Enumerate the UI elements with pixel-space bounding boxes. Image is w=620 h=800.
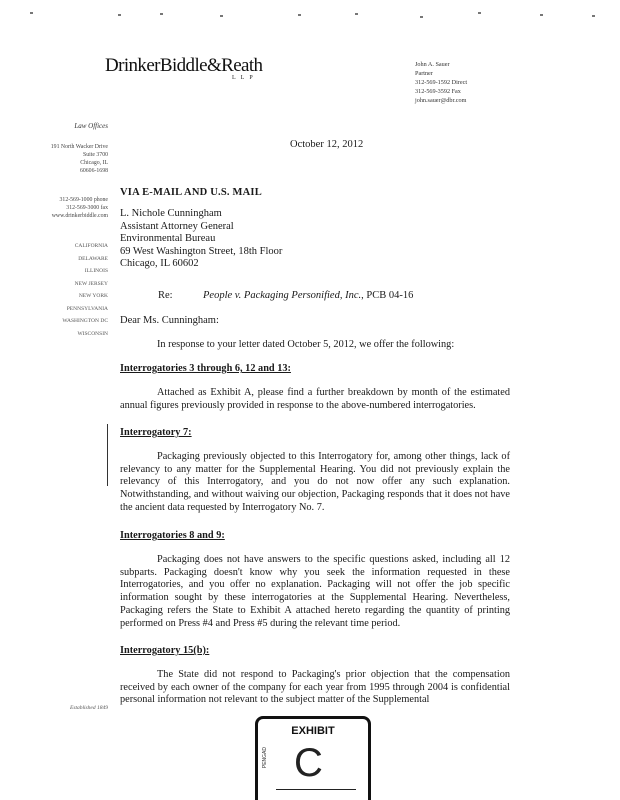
sidebar-address-line: Chicago, IL xyxy=(80,160,108,166)
re-case-number: , PCB 04-16 xyxy=(361,290,414,301)
re-label: Re: xyxy=(158,290,173,301)
section-heading: Interrogatory 7: xyxy=(120,427,192,438)
sidebar-phone xyxy=(20,196,108,220)
sender-name: John A. Sauer xyxy=(415,61,450,68)
exhibit-sticker-brand: PENGAD xyxy=(262,747,268,769)
scan-artifacts xyxy=(0,10,620,18)
exhibit-sticker xyxy=(255,716,371,800)
sidebar-address xyxy=(20,143,108,175)
sender-fax: 312-569-3592 Fax xyxy=(415,88,461,95)
sidebar-established: Established 1849 xyxy=(69,705,108,711)
sidebar-office: WISCONSIN xyxy=(77,330,108,337)
re-case-name: People v. Packaging Personified, Inc. xyxy=(203,290,362,301)
firm-logo: DrinkerBiddle&Reath xyxy=(105,55,263,76)
recipient-title: Assistant Attorney General xyxy=(120,220,234,232)
recipient-city: Chicago, IL 60602 xyxy=(120,258,199,269)
recipient-street: 69 West Washington Street, 18th Floor xyxy=(120,245,283,257)
sidebar-office: PENNSYLVANIA xyxy=(66,305,108,312)
recipient-name: L. Nichole Cunningham xyxy=(120,208,222,219)
exhibit-letter: C xyxy=(294,741,323,785)
recipient-department: Environmental Bureau xyxy=(120,233,216,244)
exhibit-underline xyxy=(276,789,356,790)
section-heading: Interrogatory 15(b): xyxy=(120,645,210,656)
sidebar-address-line: Suite 3700 xyxy=(83,152,108,158)
section-body: The State did not respond to Packaging's prior objection that the compensation received by each owner of the company for each year from 1995 through 2004 is confidential personal information not relevant to the subject matter of the Supplemental xyxy=(120,669,510,706)
section-body: Packaging previously objected to this Interrogatory for, among other things, lack of relevancy to any matter for the Supplemental Hearing. You did not previously explain the relevancy of this Interrogatory, and you do not now offer any such explanation. Notwithstanding, and without waiving our objection, Packaging responds that it does not have the ancient data requested by Interrogatory No. 7. xyxy=(120,451,510,513)
section-heading: Interrogatories 8 and 9: xyxy=(120,530,225,541)
sidebar-office-list xyxy=(20,240,108,340)
revision-bar xyxy=(107,424,108,486)
section-heading: Interrogatories 3 through 6, 12 and 13: xyxy=(120,363,291,374)
sender-contact xyxy=(415,60,467,105)
sidebar-office: WASHINGTON DC xyxy=(62,318,108,324)
section-body: Packaging does not have answers to the specific questions asked, including all 12 subparts. Packaging doesn't know why you seek the information requested in these Interrogatories, and you offer no explanation. Packaging will not offer the job specific information sought by these interrogatories at the Supplemental Hearing. Nevertheless, Packaging refers the State to Exhibit A attached hereto regarding the quantity of printing performed on Press #4 and Press #5 during the relevant time period. xyxy=(120,554,510,629)
sidebar-fax-line: 312-569-3000 fax xyxy=(66,205,108,211)
sender-email: john.sauer@dbr.com xyxy=(415,97,467,104)
sidebar-office: NEW JERSEY xyxy=(74,280,108,287)
sidebar-law-offices: Law Offices xyxy=(74,122,108,130)
sidebar-office: ILLINOIS xyxy=(84,268,108,274)
sidebar-address-line: 191 North Wacker Drive xyxy=(50,144,108,150)
section-body: Attached as Exhibit A, please find a further breakdown by month of the estimated annual figures previously provided in response to the above-numbered interrogatories. xyxy=(120,387,510,411)
re-subject xyxy=(203,290,413,301)
sidebar-office: NEW YORK xyxy=(78,293,108,299)
sender-title: Partner xyxy=(415,70,433,77)
sidebar-office: CALIFORNIA xyxy=(74,243,108,249)
letter-date: October 12, 2012 xyxy=(290,139,364,150)
delivery-method: VIA E-MAIL AND U.S. MAIL xyxy=(120,187,262,198)
sender-direct-phone: 312-569-1592 Direct xyxy=(415,79,468,86)
recipient-address xyxy=(120,208,282,271)
sidebar-website: www.drinkerbiddle.com xyxy=(51,213,108,219)
sidebar-office: DELAWARE xyxy=(78,255,108,262)
intro-paragraph: In response to your letter dated October 5, 2012, we offer the following: xyxy=(157,339,455,350)
exhibit-label: EXHIBIT xyxy=(291,725,335,737)
sidebar-phone-line: 312-569-1000 phone xyxy=(59,197,108,203)
salutation: Dear Ms. Cunningham: xyxy=(120,315,219,326)
firm-logo-suffix: LLP xyxy=(232,75,258,81)
sidebar-address-line: 60606-1698 xyxy=(79,168,108,174)
